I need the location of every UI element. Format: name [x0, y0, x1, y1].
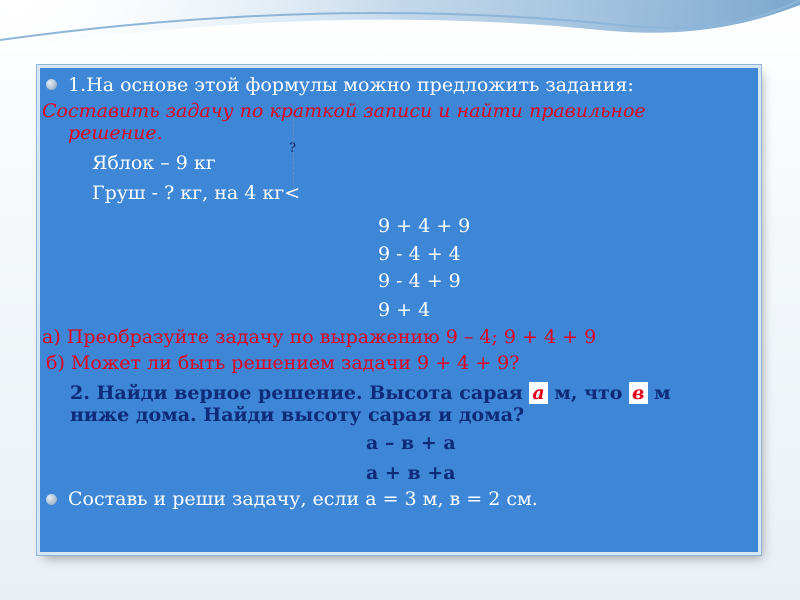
instruction-line2: решение. — [68, 122, 163, 144]
task2-line2: ниже дома. Найди высоту сарая и дома? — [70, 404, 525, 426]
expression-2: 9 ‑ 4 + 4 — [378, 243, 461, 265]
expression-4: 9 + 4 — [378, 299, 431, 321]
task-a: а) Преобразуйте задачу по выражению 9 – 4; 9 + 4 + 9 — [42, 326, 597, 348]
task2-line1 — [70, 382, 671, 404]
variable-a: а — [529, 382, 547, 404]
formula-2: а + в +а — [366, 462, 456, 484]
expression-3: 9 ‑ 4 + 9 — [378, 270, 461, 292]
task-b: б) Может ли быть решением задачи 9 + 4 + 9? — [46, 352, 520, 374]
final-task: Составь и реши задачу, если а = 3 м, в = 2 см. — [68, 488, 538, 510]
bullet-2 — [46, 494, 57, 505]
apples-line: Яблок – 9 кг — [92, 152, 216, 174]
bullet-1 — [46, 79, 57, 90]
task1-heading: 1.На основе этой формулы можно предложить задания: — [68, 74, 634, 96]
formula-1: а – в + а — [366, 432, 456, 454]
pears-line: Груш - ? кг, на 4 кг< — [92, 182, 301, 204]
question-mark: ? — [289, 141, 296, 156]
task2-text-3: м — [654, 382, 671, 404]
expression-1: 9 + 4 + 9 — [378, 215, 471, 237]
task2-text-1: 2. Найди верное решение. Высота сарая — [70, 382, 530, 404]
instruction-line1: Составить задачу по краткой записи и найти правильное — [42, 100, 646, 122]
variable-b: в — [629, 382, 647, 404]
content-panel — [40, 68, 758, 552]
task2-text-2: м, что — [554, 382, 630, 404]
